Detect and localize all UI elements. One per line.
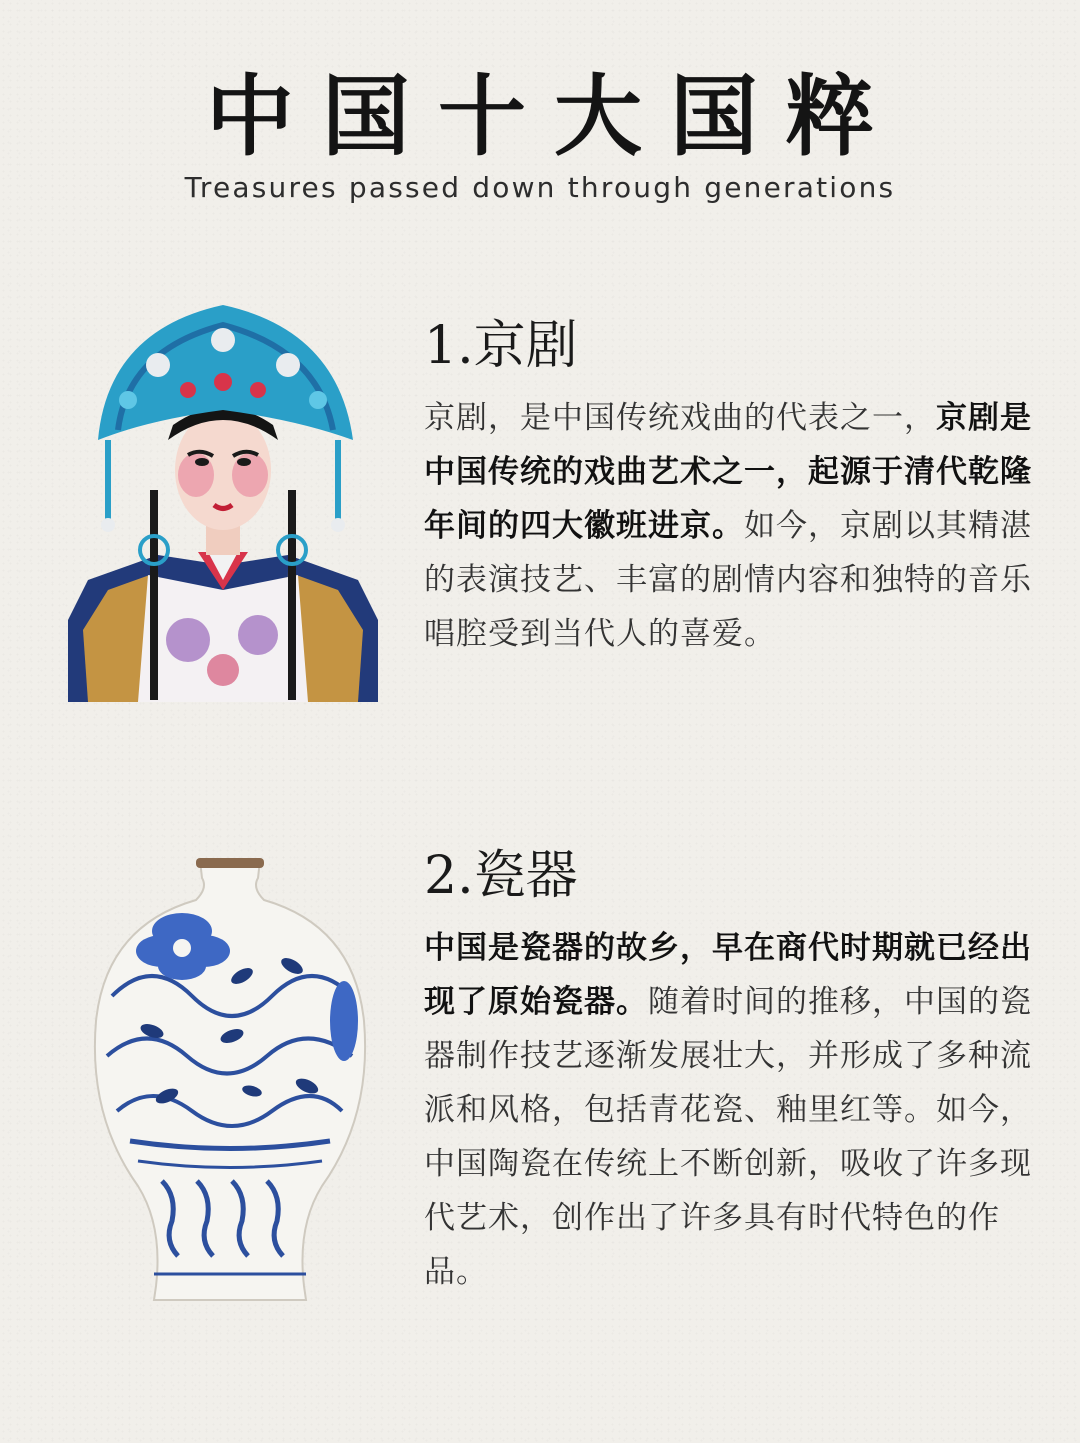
section-heading: 2.瓷器 — [424, 846, 578, 906]
body-text: 京剧，是中国传统戏曲的代表之一， — [424, 400, 936, 436]
section-body — [424, 921, 1044, 1299]
peking-opera-image — [68, 290, 378, 702]
porcelain-vase-image — [92, 856, 368, 1306]
body-text-bold: 京剧是中国传统的戏曲艺术之一，起源于清代乾隆年间的四大徽班进京。 — [424, 400, 1032, 544]
section-body — [424, 391, 1044, 661]
body-text: 随着时间的推移，中国的瓷器制作技艺逐渐发展壮大，并形成了多种流派和风格，包括青花瓷、釉里红等。如今，中国陶瓷在传统上不断创新，吸收了许多现代艺术，创作出了许多具有时代特色的作品。 — [424, 984, 1032, 1290]
body-text: 如今，京剧以其精湛的表演技艺、丰富的剧情内容和独特的音乐唱腔受到当代人的喜爱。 — [424, 508, 1032, 652]
section-heading: 1.京剧 — [424, 316, 578, 376]
page-title: 中国十大国粹 — [205, 64, 902, 168]
page-subtitle: Treasures passed down through generations — [184, 171, 896, 204]
body-text-bold: 中国是瓷器的故乡，早在商代时期就已经出现了原始瓷器。 — [424, 930, 1032, 1020]
